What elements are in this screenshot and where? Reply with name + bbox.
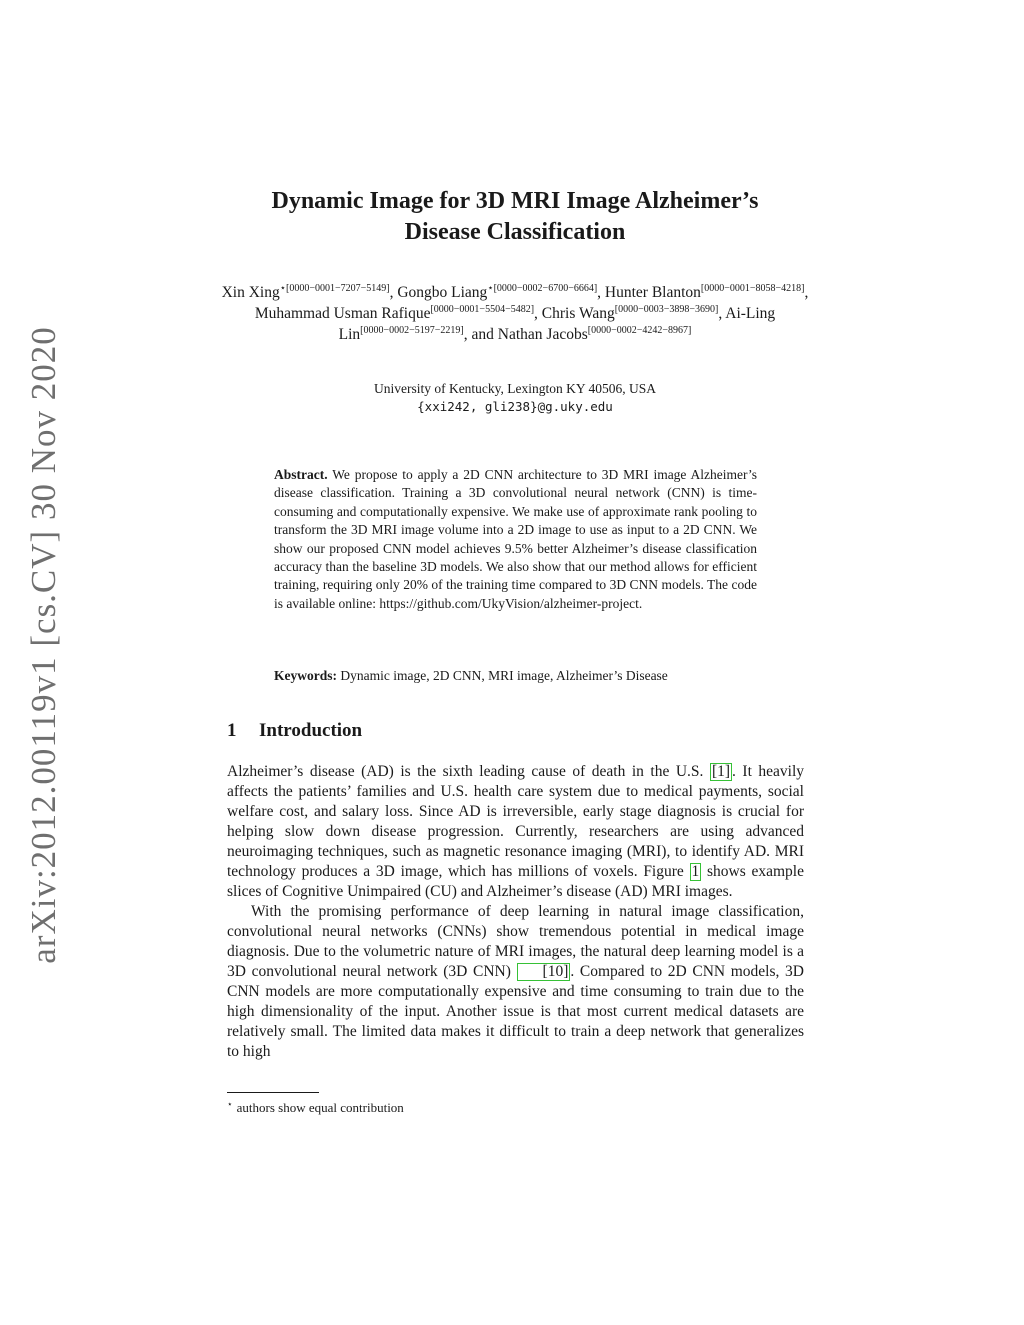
author-name: Chris Wang: [541, 305, 615, 322]
footnote-text: authors show equal contribution: [236, 1100, 404, 1115]
orcid-id[interactable]: [0000−0001−7207−5149]: [285, 283, 390, 294]
title-line-2: Disease Classification: [404, 219, 626, 245]
author-list: Xin Xing$^{⋆[0000-0001-7207-5149]}$, Gongbo Liang$^{⋆[0000-0002-6700-6664]}$, Hunter Blanton[0000−0001−8058−4218], Muhammad Usman Rafique[0000−0001−5504−5482], Chris Wang[0000−0003−3898−3690], Ai-Ling Lin[0000−0002−5197−2219], and Nathan Jacobs[0000−0002−4242−8967]: [221, 283, 809, 343]
footnote: [227, 1096, 404, 1116]
abstract-text: We propose to apply a 2D CNN architecture to 3D MRI image Alzheimer’s disease classification. Training a 3D convolutional neural network (CNN) is time-consuming and computationally expensive. We make use of approximate rank pooling to transform the 3D MRI image volume into a 2D image to use as input to a 2D CNN. We show our proposed CNN model achieves 9.5% better Alzheimer’s disease classification accuracy than the baseline 3D models. We also show that our method allows for efficient training, requiring only 20% of the training time compared to 3D CNN models. The code is available online: https://github.com/UkyVision/alzheimer-project.: [274, 467, 757, 611]
citation-link[interactable]: [10]: [517, 963, 571, 981]
equal-contribution-mark: ⋆: [487, 283, 494, 294]
orcid-id[interactable]: [0000−0001−8058−4218]: [700, 283, 805, 294]
author-name: Ai-Ling Lin: [338, 305, 776, 343]
paper-title: [200, 186, 830, 248]
orcid-id[interactable]: [0000−0003−3898−3690]: [614, 304, 719, 315]
orcid-id[interactable]: [0000−0002−6700−6664]: [493, 283, 598, 294]
citation-link[interactable]: [1]: [711, 763, 731, 780]
abstract: [274, 466, 757, 613]
keywords-text: Dynamic image, 2D CNN, MRI image, Alzheimer’s Disease: [340, 668, 668, 683]
keywords: [274, 667, 757, 685]
body-text: [227, 762, 804, 1062]
figure-reference-link[interactable]: 1: [691, 863, 700, 880]
affiliation: [215, 380, 815, 416]
paragraph: Alzheimer’s disease (AD) is the sixth leading cause of death in the U.S. [1] . It heavily affects the patients’ families and U.S. health care system due to medical payments, social welfare cost, and salary loss. Since AD is irreversible, early stage diagnosis is crucial for helping slow down disease progression. Currently, researchers are using advanced neuroimaging techniques, such as magnetic resonance imaging (MRI), to identify AD. MRI technology produces a 3D image, which has millions of voxels. Figure 1 shows example slices of Cognitive Unimpaired (CU) and Alzheimer’s disease (AD) MRI images.: [227, 763, 805, 900]
footnote-divider: [227, 1092, 319, 1093]
equal-contribution-mark: ⋆: [279, 283, 286, 294]
paragraph: With the promising performance of deep learning in natural image classification, convolutional neural networks (CNNs) show tremendous potential in medical image diagnosis. Due to the volumetric nature of MRI images, the natural deep learning model is a 3D convolutional neural network (3D CNN) [10] . Compared to 2D CNN models, 3D CNN models are more computationally expensive and time consuming to train due to the high dimensionality of the input. Another issue is that most current medical datasets are relatively small. The limited data makes it difficult to train a deep network that generalizes to high: [227, 903, 804, 1060]
author-name: Nathan Jacobs: [497, 326, 588, 343]
contact-email[interactable]: {xxi242, gli238}@g.uky.edu: [417, 399, 613, 414]
institution: University of Kentucky, Lexington KY 40506, USA: [373, 381, 657, 396]
orcid-id[interactable]: [0000−0001−5504−5482]: [430, 304, 535, 315]
author-name: Gongbo Liang: [397, 284, 488, 301]
title-line-1: Dynamic Image for 3D MRI Image Alzheimer’s: [271, 188, 759, 214]
keywords-label: Keywords:: [274, 668, 337, 683]
author-name: Muhammad Usman Rafique: [254, 305, 431, 322]
author-name: Xin Xing: [221, 284, 280, 301]
orcid-id[interactable]: [0000−0002−4242−8967]: [587, 325, 692, 336]
author-name: Hunter Blanton: [604, 284, 701, 301]
footnote-mark: ⋆: [227, 1099, 233, 1109]
abstract-label: Abstract.: [274, 467, 328, 482]
section-number: 1: [227, 720, 237, 741]
arxiv-identifier[interactable]: arXiv:2012.00119v1 [cs.CV] 30 Nov 2020: [24, 326, 63, 964]
section-title: Introduction: [259, 720, 363, 741]
section-heading: [227, 720, 362, 742]
orcid-id[interactable]: [0000−0002−5197−2219]: [360, 325, 464, 336]
